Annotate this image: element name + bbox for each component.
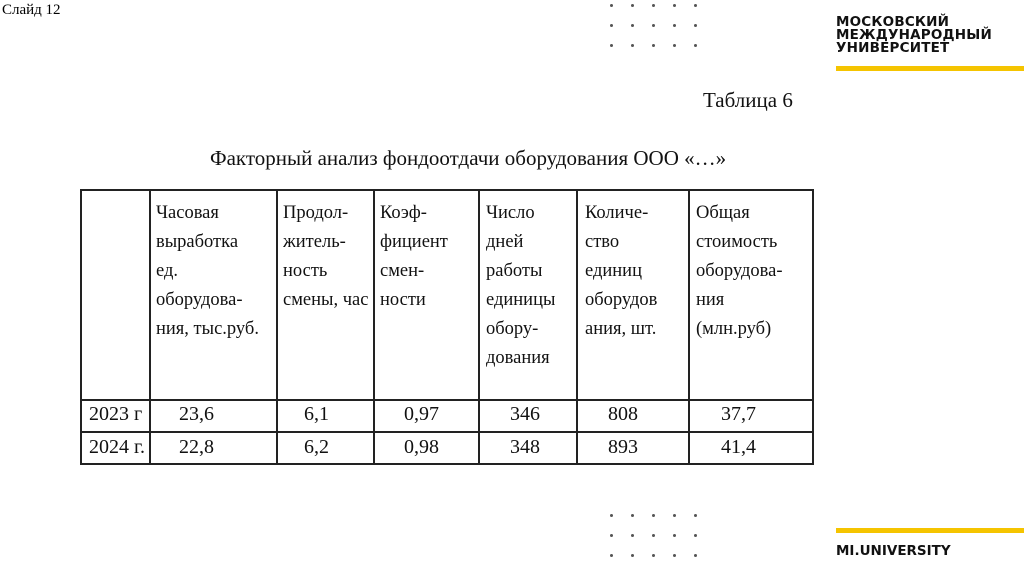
row-2023-total-cost: 37,7 <box>721 403 756 425</box>
decorative-dot-grid-bottom <box>610 514 715 574</box>
row-2024-total-cost: 41,4 <box>721 436 756 458</box>
decorative-dot-grid-top <box>610 4 715 64</box>
university-logo <box>836 16 992 55</box>
factor-analysis-table <box>80 189 814 465</box>
header-equipment-count: Количе- ство единиц оборудов ания, шт. <box>585 203 658 339</box>
row-2023-equipment-count: 808 <box>608 403 638 425</box>
header-working-days: Число дней работы единицы обору- дования <box>486 203 556 368</box>
header-shift-coefficient: Коэф- фициент смен- ности <box>380 203 448 310</box>
table-border <box>478 189 480 465</box>
header-hourly-output: Часовая выработка ед. оборудова- ния, тыс.руб. <box>156 203 259 339</box>
table-border <box>276 189 278 465</box>
table-border <box>149 189 151 465</box>
logo-line: УНИВЕРСИТЕТ <box>836 40 950 56</box>
row-2023-shift-duration: 6,1 <box>304 403 329 425</box>
row-2024-equipment-count: 893 <box>608 436 638 458</box>
table-border <box>373 189 375 465</box>
table-border <box>576 189 578 465</box>
row-2024-shift-duration: 6,2 <box>304 436 329 458</box>
table-border <box>80 463 814 465</box>
table-border <box>80 431 814 433</box>
logo-line: МЕЖДУНАРОДНЫЙ <box>836 27 992 43</box>
header-total-cost: Общая стоимость оборудова- ния (млн.руб) <box>696 203 783 339</box>
slide-number: Слайд 12 <box>2 2 61 18</box>
row-2023-shift-coefficient: 0,97 <box>404 403 439 425</box>
table-border <box>812 189 814 465</box>
table-border <box>80 189 82 465</box>
logo-line: МОСКОВСКИЙ <box>836 14 950 30</box>
row-2023-hourly-output: 23,6 <box>179 403 214 425</box>
header-shift-duration: Продол- житель- ность смены, час <box>283 203 369 310</box>
table-border <box>80 399 814 401</box>
university-wordmark: MI.UNIVERSITY <box>836 543 951 559</box>
row-2024-year: 2024 г. <box>89 436 145 458</box>
row-2024-shift-coefficient: 0,98 <box>404 436 439 458</box>
accent-bar-top <box>836 66 1024 71</box>
row-2024-hourly-output: 22,8 <box>179 436 214 458</box>
accent-bar-bottom <box>836 528 1024 533</box>
table-title: Факторный анализ фондоотдачи оборудования ООО «…» <box>210 146 727 170</box>
row-2023-year: 2023 г <box>89 403 143 425</box>
table-border <box>80 189 814 191</box>
row-2023-working-days: 346 <box>510 403 540 425</box>
table-number: Таблица 6 <box>703 88 793 112</box>
table-border <box>688 189 690 465</box>
row-2024-working-days: 348 <box>510 436 540 458</box>
